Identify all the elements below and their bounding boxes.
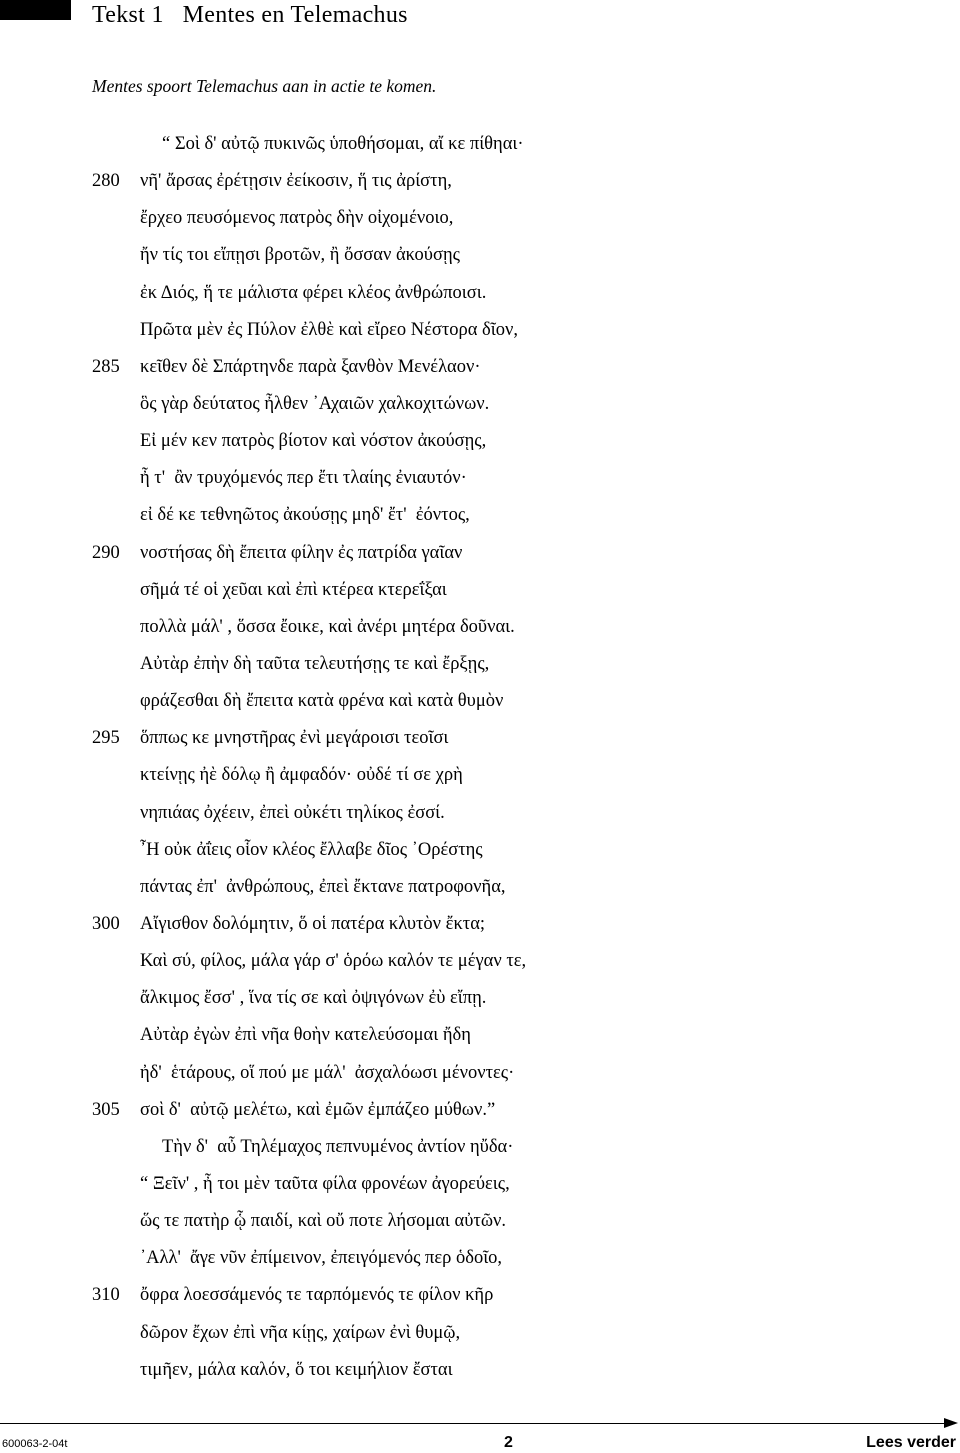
- continue-reading-label: Lees verder: [866, 1434, 956, 1451]
- verse-line: [0, 609, 960, 646]
- verse-text: ἔρχεο πευσόμενος πατρὸς δὴν οἰχομένοιο,: [140, 208, 454, 229]
- verse-line: [0, 1203, 960, 1240]
- verse-text: εἰ δέ κε τεθνηῶτος ἀκούσῃς μηδ' ἔτ' ἐόντος,: [140, 505, 470, 526]
- verse-text: πάντας ἐπ' ἀνθρώπους, ἐπεὶ ἔκτανε πατροφονῆα,: [140, 876, 506, 897]
- verse-text: Πρῶτα μὲν ἐς Πύλον ἐλθὲ καὶ εἴρεο Νέστορα δῖον,: [140, 319, 518, 340]
- verse-text: ἤν τίς τοι εἴπῃσι βροτῶν, ἢ ὄσσαν ἀκούσῃς: [140, 245, 460, 266]
- verse-text: κτείνῃς ἠὲ δόλῳ ἢ ἀμφαδόν· οὐδέ τί σε χρὴ: [140, 765, 463, 786]
- verse-text: νῆ' ἄρσας ἐρέτῃσιν ἐείκοσιν, ἥ τις ἀρίστη,: [140, 171, 452, 192]
- verse-line: [0, 423, 960, 460]
- exam-code: 600063-2-04t: [2, 1438, 68, 1450]
- verse-text: σῆμά τέ οἱ χεῦαι καὶ ἐπὶ κτέρεα κτερεΐξαι: [140, 579, 447, 600]
- verse-line: [0, 1092, 960, 1129]
- verse-text: ἐκ Διός, ἥ τε μάλιστα φέρει κλέος ἀνθρώποισι.: [140, 282, 487, 303]
- verse-line: [0, 572, 960, 609]
- verse-text: τιμῆεν, μάλα καλόν, ὅ τοι κειμήλιον ἔσται: [140, 1359, 453, 1380]
- verse-text: Εἰ μέν κεν πατρὸς βίοτον καὶ νόστον ἀκούσῃς,: [140, 431, 487, 452]
- arrow-right-icon: [944, 1418, 958, 1428]
- verse-text: δῶρον ἔχων ἐπὶ νῆα κίῃς, χαίρων ἐνὶ θυμῷ,: [140, 1322, 461, 1343]
- verse-line: [0, 460, 960, 497]
- verse-text: ἦ τ' ἂν τρυχόμενός περ ἔτι τλαίης ἐνιαυτόν·: [140, 468, 467, 489]
- verse-line: [0, 1352, 960, 1389]
- verse-line: [0, 200, 960, 237]
- verse-line: [0, 163, 960, 200]
- verse-line: [0, 869, 960, 906]
- line-number: 305: [92, 1099, 120, 1120]
- verse-text: σοὶ δ' αὐτῷ μελέτω, καὶ ἐμῶν ἐμπάζεο μύθων.”: [140, 1099, 496, 1120]
- verse-line: [0, 126, 960, 163]
- verse-line: [0, 497, 960, 534]
- verse-line: [0, 980, 960, 1017]
- verse-line: [0, 275, 960, 312]
- verse-text: Τὴν δ' αὖ Τηλέμαχος πεπνυμένος ἀντίον ηὔδα·: [162, 1136, 514, 1157]
- line-number: 295: [92, 728, 120, 749]
- verse-line: [0, 1055, 960, 1092]
- verse-line: [0, 1166, 960, 1203]
- verse-line: [0, 1017, 960, 1054]
- verse-line: [0, 349, 960, 386]
- verse-text: φράζεσθαι δὴ ἔπειτα κατὰ φρένα καὶ κατὰ θυμὸν: [140, 691, 504, 712]
- line-number: 285: [92, 356, 120, 377]
- verse-text: ἠδ' ἑτάρους, οἵ πού με μάλ' ἀσχαλόωσι μένοντες·: [140, 1062, 515, 1083]
- verse-line: [0, 646, 960, 683]
- verse-line: [0, 757, 960, 794]
- verse-text: Αἴγισθον δολόμητιν, ὅ οἱ πατέρα κλυτὸν ἔκτα;: [140, 913, 486, 934]
- line-number: 290: [92, 542, 120, 563]
- footer-divider: [0, 1423, 944, 1424]
- page-number: 2: [504, 1434, 513, 1451]
- verse-line: [0, 535, 960, 572]
- verse-text: νηπιάας ὀχέειν, ἐπεὶ οὐκέτι τηλίκος ἐσσί.: [140, 802, 445, 823]
- line-number: 280: [92, 171, 120, 192]
- line-number: 300: [92, 913, 120, 934]
- verse-text: ἄλκιμος ἔσσ' , ἵνα τίς σε καὶ ὀψιγόνων ἐὺ εἴπῃ.: [140, 988, 487, 1009]
- verse-line: [0, 720, 960, 757]
- verse-text: ᾿Αλλ' ἄγε νῦν ἐπίμεινον, ἐπειγόμενός περ ὁδοῖο,: [140, 1248, 503, 1269]
- verse-text: ὃς γὰρ δεύτατος ἦλθεν ᾿Αχαιῶν χαλκοχιτώνων.: [140, 393, 490, 414]
- verse-line: [0, 906, 960, 943]
- verse-line: [0, 795, 960, 832]
- verse-line: [0, 1277, 960, 1314]
- verse-text: “ Ξεῖν' , ἦ τοι μὲν ταῦτα φίλα φρονέων ἀγορεύεις,: [140, 1173, 510, 1194]
- verse-line: [0, 386, 960, 423]
- verse-text: “ Σοὶ δ' αὐτῷ πυκινῶς ὑποθήσομαι, αἴ κε πίθηαι·: [162, 134, 524, 154]
- verse-text: Καὶ σύ, φίλος, μάλα γάρ σ' ὁρόω καλόν τε μέγαν τε,: [140, 951, 527, 972]
- verse-text: ῏Η οὐκ ἀΐεις οἷον κλέος ἔλλαβε δῖος ᾿Ορέστης: [140, 839, 483, 860]
- verse-line: [0, 943, 960, 980]
- verse-text: νοστήσας δὴ ἔπειτα φίλην ἐς πατρίδα γαῖαν: [140, 542, 463, 563]
- intro-text: Mentes spoort Telemachus aan in actie te komen.: [92, 76, 437, 96]
- verse-block: [0, 126, 960, 1389]
- verse-line: [0, 832, 960, 869]
- verse-line: [0, 1315, 960, 1352]
- verse-line: [0, 683, 960, 720]
- page-title: Tekst 1 Mentes en Telemachus: [92, 2, 408, 28]
- line-number: 310: [92, 1285, 120, 1306]
- verse-text: κεῖθεν δὲ Σπάρτηνδε παρὰ ξανθὸν Μενέλαον·: [140, 356, 481, 377]
- verse-text: Αὐτὰρ ἐπὴν δὴ ταῦτα τελευτήσῃς τε καὶ ἔρξῃς,: [140, 653, 490, 674]
- verse-line: [0, 1129, 960, 1166]
- verse-text: ὥς τε πατὴρ ᾧ παιδί, καὶ οὔ ποτε λήσομαι αὐτῶν.: [140, 1211, 506, 1232]
- verse-line: [0, 312, 960, 349]
- verse-text: Αὐτὰρ ἐγὼν ἐπὶ νῆα θοὴν κατελεύσομαι ἤδη: [140, 1025, 471, 1046]
- header-black-tab: [0, 0, 71, 20]
- verse-text: πολλὰ μάλ' , ὅσσα ἔοικε, καὶ ἀνέρι μητέρα δοῦναι.: [140, 616, 515, 637]
- verse-line: [0, 237, 960, 274]
- verse-line: [0, 1240, 960, 1277]
- verse-text: ὄφρα λοεσσάμενός τε ταρπόμενός τε φίλον κῆρ: [140, 1285, 494, 1306]
- verse-text: ὅππως κε μνηστῆρας ἐνὶ μεγάροισι τεοῖσι: [140, 728, 449, 749]
